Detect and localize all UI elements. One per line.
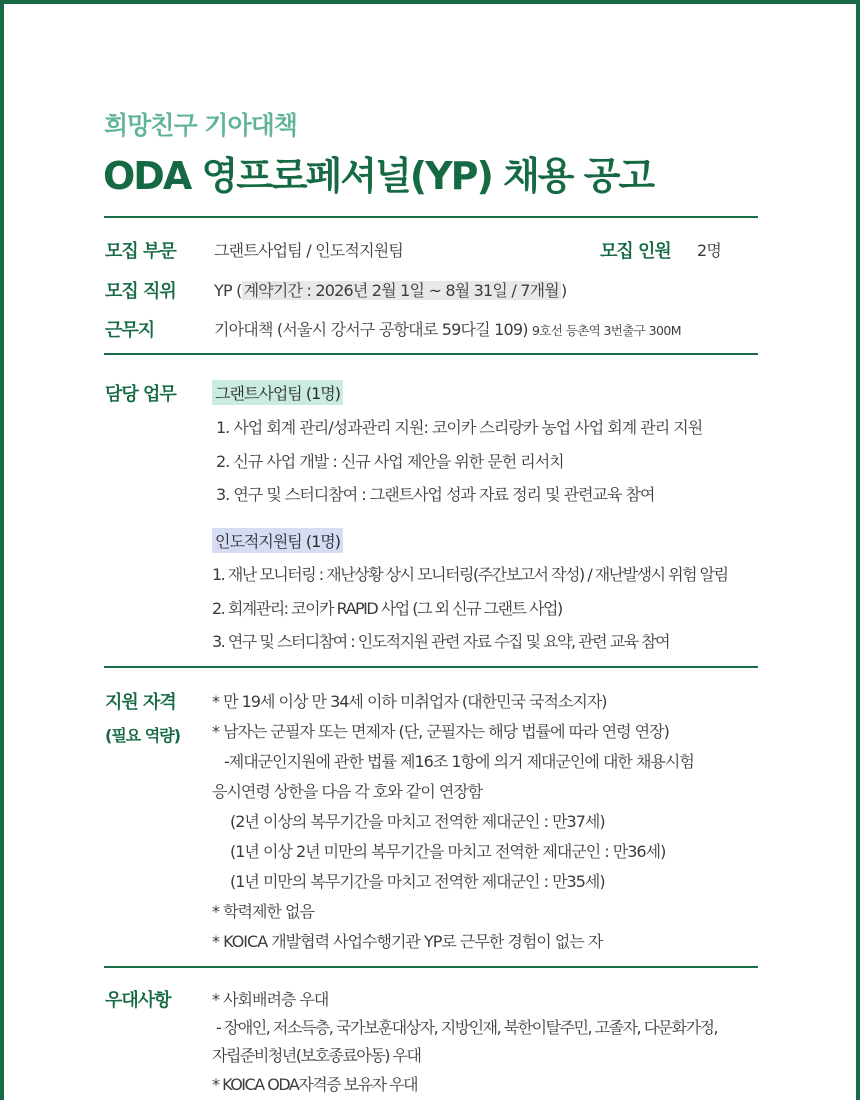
location-label: 근무지 <box>105 320 155 341</box>
team-humanitarian-title: 인도적지원팀 (1명) <box>212 528 343 553</box>
qualification-label: 지원 자격 <box>105 692 176 713</box>
qualification-line: -제대군인지원에 관한 법률 제16조 1항에 의거 제대군인에 대한 채용시험 <box>224 752 694 771</box>
qualification-sublabel: (필요 역량) <box>105 726 181 745</box>
qualification-line: (1년 미만의 복무기간을 마치고 전역한 제대군인 : 만35세) <box>230 872 605 891</box>
duty-item: 1. 사업 회계 관리/성과관리 지원: 코이카 스리랑카 농업 사업 회계 관리 지원 <box>216 418 703 437</box>
divider <box>104 966 758 968</box>
location-note: 9호선 등촌역 3번출구 300M <box>532 323 681 338</box>
team-grant-title: 그랜트사업팀 (1명) <box>212 380 343 405</box>
count-value: 2명 <box>697 241 722 260</box>
org-name: 희망친구 기아대책 <box>104 111 297 140</box>
preference-line: 자립준비청년(보호종료아동) 우대 <box>212 1046 421 1065</box>
divider <box>104 216 758 218</box>
duty-item: 2. 회계관리: 코이카 RAPID 사업 (그 외 신규 그랜트 사업) <box>212 599 562 618</box>
preference-line: - 장애인, 저소득층, 국가보훈대상자, 지방인재, 북한이탈주민, 고졸자, 다문화가정, <box>216 1018 718 1037</box>
duty-item: 3. 연구 및 스터디참여 : 그랜트사업 성과 자료 정리 및 관련교육 참여 <box>216 485 655 504</box>
duty-item: 3. 연구 및 스터디참여 : 인도적지원 관련 자료 수집 및 요약, 관련 교육 참여 <box>212 632 670 651</box>
preference-label: 우대사항 <box>105 990 171 1011</box>
qualification-line: (1년 이상 2년 미만의 복무기간을 마치고 전역한 제대군인 : 만36세) <box>230 842 666 861</box>
qualification-line: * KOICA 개발협력 사업수행기관 YP로 근무한 경험이 없는 자 <box>212 932 603 951</box>
page-title: ODA 영프로페셔널(YP) 채용 공고 <box>103 154 654 198</box>
dept-label: 모집 부문 <box>105 241 176 262</box>
preference-line: * 사회배려층 우대 <box>212 990 329 1009</box>
qualification-line: * 학력제한 없음 <box>212 902 314 921</box>
divider <box>104 353 758 355</box>
qualification-line: (2년 이상의 복무기간을 마치고 전역한 제대군인 : 만37세) <box>230 812 605 831</box>
position-label: 모집 직위 <box>105 281 176 302</box>
divider <box>104 666 758 668</box>
duties-label: 담당 업무 <box>105 384 176 405</box>
duty-item: 2. 신규 사업 개발 : 신규 사업 제안을 위한 문헌 리서치 <box>216 452 564 471</box>
contract-period: 계약기간 : 2026년 2월 1일 ~ 8월 31일 / 7개월 <box>243 281 559 300</box>
location-value: 기아대책 (서울시 강서구 공항대로 59다길 109) 9호선 등촌역 3번출구 300M <box>214 320 681 339</box>
count-label: 모집 인원 <box>600 241 671 262</box>
dept-value: 그랜트사업팀 / 인도적지원팀 <box>214 241 404 260</box>
preference-line: * KOICA ODA자격증 보유자 우대 <box>212 1075 418 1094</box>
qualification-line: * 남자는 군필자 또는 면제자 (단, 군필자는 해당 법률에 따라 연령 연장) <box>212 722 669 741</box>
duty-item: 1. 재난 모니터링 : 재난상황 상시 모니터링(주간보고서 작성) / 재난발생시 위험 알림 <box>212 565 728 584</box>
position-value: YP ( 계약기간 : 2026년 2월 1일 ~ 8월 31일 / 7개월 ) <box>214 281 567 300</box>
qualification-line: * 만 19세 이상 만 34세 이하 미취업자 (대한민국 국적소지자) <box>212 692 607 711</box>
qualification-line: 응시연령 상한을 다음 각 호와 같이 연장함 <box>212 782 483 801</box>
